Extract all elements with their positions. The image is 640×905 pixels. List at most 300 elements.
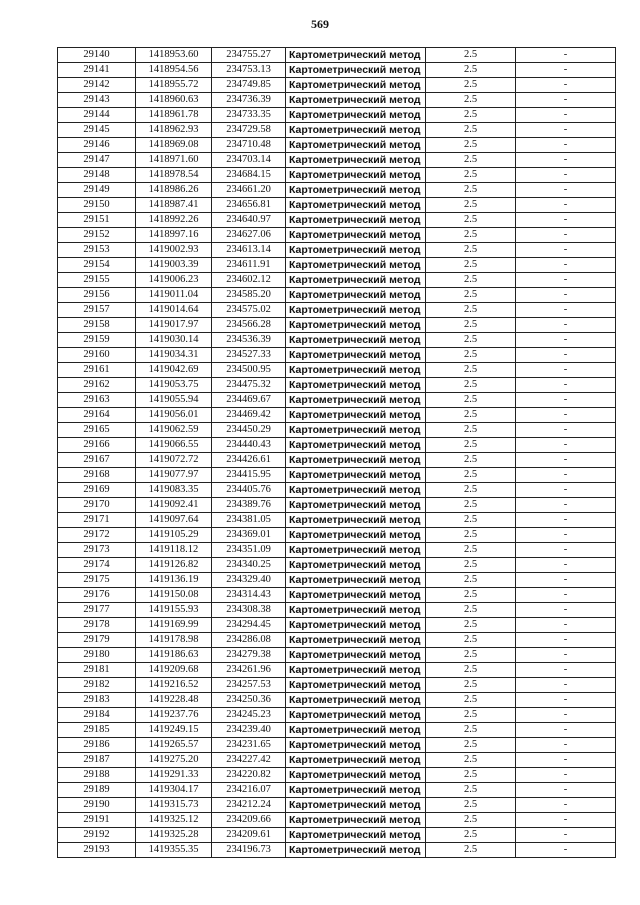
x-coordinate-cell: 1418961.78 (136, 108, 212, 123)
method-cell: Картометрический метод (286, 588, 426, 603)
accuracy-cell: 2.5 (426, 333, 516, 348)
method-cell: Картометрический метод (286, 288, 426, 303)
accuracy-cell: 2.5 (426, 138, 516, 153)
x-coordinate-cell: 1418955.72 (136, 78, 212, 93)
table-row (58, 723, 616, 738)
x-coordinate-cell: 1419237.76 (136, 708, 212, 723)
x-coordinate-cell: 1419355.35 (136, 843, 212, 858)
accuracy-cell: 2.5 (426, 228, 516, 243)
point-number-cell: 29179 (58, 633, 136, 648)
note-cell: - (516, 288, 616, 303)
x-coordinate-cell: 1419150.08 (136, 588, 212, 603)
table-row (58, 303, 616, 318)
point-number-cell: 29161 (58, 363, 136, 378)
point-number-cell: 29154 (58, 258, 136, 273)
method-cell: Картометрический метод (286, 303, 426, 318)
accuracy-cell: 2.5 (426, 273, 516, 288)
y-coordinate-cell: 234469.67 (212, 393, 286, 408)
point-number-cell: 29159 (58, 333, 136, 348)
x-coordinate-cell: 1418971.60 (136, 153, 212, 168)
note-cell: - (516, 453, 616, 468)
point-number-cell: 29174 (58, 558, 136, 573)
y-coordinate-cell: 234640.97 (212, 213, 286, 228)
accuracy-cell: 2.5 (426, 753, 516, 768)
y-coordinate-cell: 234340.25 (212, 558, 286, 573)
x-coordinate-cell: 1419155.93 (136, 603, 212, 618)
table-row (58, 693, 616, 708)
note-cell: - (516, 153, 616, 168)
accuracy-cell: 2.5 (426, 618, 516, 633)
accuracy-cell: 2.5 (426, 513, 516, 528)
note-cell: - (516, 258, 616, 273)
y-coordinate-cell: 234294.45 (212, 618, 286, 633)
point-number-cell: 29147 (58, 153, 136, 168)
note-cell: - (516, 528, 616, 543)
x-coordinate-cell: 1419275.20 (136, 753, 212, 768)
x-coordinate-cell: 1418962.93 (136, 123, 212, 138)
point-number-cell: 29165 (58, 423, 136, 438)
y-coordinate-cell: 234585.20 (212, 288, 286, 303)
table-row (58, 438, 616, 453)
note-cell: - (516, 48, 616, 63)
method-cell: Картометрический метод (286, 318, 426, 333)
note-cell: - (516, 723, 616, 738)
y-coordinate-cell: 234286.08 (212, 633, 286, 648)
accuracy-cell: 2.5 (426, 378, 516, 393)
accuracy-cell: 2.5 (426, 48, 516, 63)
note-cell: - (516, 558, 616, 573)
note-cell: - (516, 768, 616, 783)
accuracy-cell: 2.5 (426, 198, 516, 213)
method-cell: Картометрический метод (286, 798, 426, 813)
accuracy-cell: 2.5 (426, 243, 516, 258)
accuracy-cell: 2.5 (426, 483, 516, 498)
accuracy-cell: 2.5 (426, 183, 516, 198)
x-coordinate-cell: 1418978.54 (136, 168, 212, 183)
table-row (58, 633, 616, 648)
method-cell: Картометрический метод (286, 843, 426, 858)
accuracy-cell: 2.5 (426, 588, 516, 603)
table-row (58, 783, 616, 798)
point-number-cell: 29155 (58, 273, 136, 288)
x-coordinate-cell: 1419118.12 (136, 543, 212, 558)
point-number-cell: 29151 (58, 213, 136, 228)
method-cell: Картометрический метод (286, 108, 426, 123)
accuracy-cell: 2.5 (426, 678, 516, 693)
point-number-cell: 29141 (58, 63, 136, 78)
x-coordinate-cell: 1419006.23 (136, 273, 212, 288)
x-coordinate-cell: 1418987.41 (136, 198, 212, 213)
y-coordinate-cell: 234329.40 (212, 573, 286, 588)
table-row (58, 168, 616, 183)
table-row (58, 93, 616, 108)
method-cell: Картометрический метод (286, 138, 426, 153)
table-row (58, 603, 616, 618)
note-cell: - (516, 378, 616, 393)
method-cell: Картометрический метод (286, 408, 426, 423)
table-row (58, 618, 616, 633)
x-coordinate-cell: 1419097.64 (136, 513, 212, 528)
note-cell: - (516, 543, 616, 558)
point-number-cell: 29175 (58, 573, 136, 588)
method-cell: Картометрический метод (286, 93, 426, 108)
y-coordinate-cell: 234239.40 (212, 723, 286, 738)
table-row (58, 558, 616, 573)
table-row (58, 63, 616, 78)
y-coordinate-cell: 234755.27 (212, 48, 286, 63)
note-cell: - (516, 333, 616, 348)
point-number-cell: 29180 (58, 648, 136, 663)
accuracy-cell: 2.5 (426, 813, 516, 828)
x-coordinate-cell: 1419053.75 (136, 378, 212, 393)
point-number-cell: 29168 (58, 468, 136, 483)
y-coordinate-cell: 234575.02 (212, 303, 286, 318)
point-number-cell: 29170 (58, 498, 136, 513)
y-coordinate-cell: 234475.32 (212, 378, 286, 393)
note-cell: - (516, 318, 616, 333)
x-coordinate-cell: 1419017.97 (136, 318, 212, 333)
table-row (58, 258, 616, 273)
note-cell: - (516, 633, 616, 648)
method-cell: Картометрический метод (286, 423, 426, 438)
method-cell: Картометрический метод (286, 48, 426, 63)
note-cell: - (516, 813, 616, 828)
note-cell: - (516, 108, 616, 123)
accuracy-cell: 2.5 (426, 468, 516, 483)
y-coordinate-cell: 234500.95 (212, 363, 286, 378)
x-coordinate-cell: 1419014.64 (136, 303, 212, 318)
method-cell: Картометрический метод (286, 633, 426, 648)
note-cell: - (516, 348, 616, 363)
accuracy-cell: 2.5 (426, 348, 516, 363)
accuracy-cell: 2.5 (426, 558, 516, 573)
method-cell: Картометрический метод (286, 708, 426, 723)
y-coordinate-cell: 234196.73 (212, 843, 286, 858)
accuracy-cell: 2.5 (426, 78, 516, 93)
point-number-cell: 29192 (58, 828, 136, 843)
note-cell: - (516, 93, 616, 108)
table-row (58, 153, 616, 168)
note-cell: - (516, 618, 616, 633)
y-coordinate-cell: 234415.95 (212, 468, 286, 483)
y-coordinate-cell: 234245.23 (212, 708, 286, 723)
point-number-cell: 29142 (58, 78, 136, 93)
y-coordinate-cell: 234308.38 (212, 603, 286, 618)
point-number-cell: 29177 (58, 603, 136, 618)
point-number-cell: 29143 (58, 93, 136, 108)
method-cell: Картометрический метод (286, 393, 426, 408)
method-cell: Картометрический метод (286, 573, 426, 588)
table-row (58, 123, 616, 138)
table-row (58, 363, 616, 378)
x-coordinate-cell: 1419077.97 (136, 468, 212, 483)
point-number-cell: 29145 (58, 123, 136, 138)
table-row (58, 798, 616, 813)
point-number-cell: 29162 (58, 378, 136, 393)
method-cell: Картометрический метод (286, 783, 426, 798)
table-row (58, 588, 616, 603)
y-coordinate-cell: 234627.06 (212, 228, 286, 243)
note-cell: - (516, 183, 616, 198)
table-row (58, 408, 616, 423)
method-cell: Картометрический метод (286, 153, 426, 168)
note-cell: - (516, 483, 616, 498)
note-cell: - (516, 243, 616, 258)
x-coordinate-cell: 1419325.28 (136, 828, 212, 843)
y-coordinate-cell: 234250.36 (212, 693, 286, 708)
point-number-cell: 29189 (58, 783, 136, 798)
y-coordinate-cell: 234209.66 (212, 813, 286, 828)
method-cell: Картометрический метод (286, 648, 426, 663)
accuracy-cell: 2.5 (426, 693, 516, 708)
accuracy-cell: 2.5 (426, 648, 516, 663)
table-row (58, 108, 616, 123)
y-coordinate-cell: 234279.38 (212, 648, 286, 663)
accuracy-cell: 2.5 (426, 453, 516, 468)
note-cell: - (516, 828, 616, 843)
method-cell: Картометрический метод (286, 483, 426, 498)
y-coordinate-cell: 234566.28 (212, 318, 286, 333)
point-number-cell: 29187 (58, 753, 136, 768)
method-cell: Картометрический метод (286, 723, 426, 738)
table-row (58, 138, 616, 153)
point-number-cell: 29169 (58, 483, 136, 498)
table-row (58, 453, 616, 468)
x-coordinate-cell: 1418986.26 (136, 183, 212, 198)
accuracy-cell: 2.5 (426, 258, 516, 273)
x-coordinate-cell: 1418992.26 (136, 213, 212, 228)
point-number-cell: 29184 (58, 708, 136, 723)
method-cell: Картометрический метод (286, 78, 426, 93)
point-number-cell: 29160 (58, 348, 136, 363)
table-row (58, 513, 616, 528)
y-coordinate-cell: 234440.43 (212, 438, 286, 453)
point-number-cell: 29182 (58, 678, 136, 693)
y-coordinate-cell: 234220.82 (212, 768, 286, 783)
accuracy-cell: 2.5 (426, 318, 516, 333)
point-number-cell: 29158 (58, 318, 136, 333)
note-cell: - (516, 423, 616, 438)
table-row (58, 678, 616, 693)
point-number-cell: 29164 (58, 408, 136, 423)
point-number-cell: 29185 (58, 723, 136, 738)
note-cell: - (516, 198, 616, 213)
method-cell: Картометрический метод (286, 228, 426, 243)
table-row (58, 378, 616, 393)
note-cell: - (516, 663, 616, 678)
method-cell: Картометрический метод (286, 273, 426, 288)
accuracy-cell: 2.5 (426, 543, 516, 558)
page-number: 569 (311, 17, 329, 31)
table-row (58, 483, 616, 498)
y-coordinate-cell: 234656.81 (212, 198, 286, 213)
point-number-cell: 29191 (58, 813, 136, 828)
note-cell: - (516, 438, 616, 453)
y-coordinate-cell: 234227.42 (212, 753, 286, 768)
x-coordinate-cell: 1419042.69 (136, 363, 212, 378)
coordinates-table-body (58, 48, 616, 858)
method-cell: Картометрический метод (286, 63, 426, 78)
x-coordinate-cell: 1419105.29 (136, 528, 212, 543)
y-coordinate-cell: 234212.24 (212, 798, 286, 813)
method-cell: Картометрический метод (286, 363, 426, 378)
accuracy-cell: 2.5 (426, 153, 516, 168)
x-coordinate-cell: 1419249.15 (136, 723, 212, 738)
y-coordinate-cell: 234611.91 (212, 258, 286, 273)
table-row (58, 813, 616, 828)
point-number-cell: 29183 (58, 693, 136, 708)
x-coordinate-cell: 1419030.14 (136, 333, 212, 348)
table-row (58, 738, 616, 753)
method-cell: Картометрический метод (286, 678, 426, 693)
note-cell: - (516, 228, 616, 243)
accuracy-cell: 2.5 (426, 573, 516, 588)
x-coordinate-cell: 1418997.16 (136, 228, 212, 243)
note-cell: - (516, 408, 616, 423)
table-row (58, 228, 616, 243)
accuracy-cell: 2.5 (426, 303, 516, 318)
coordinates-table (57, 47, 616, 858)
point-number-cell: 29156 (58, 288, 136, 303)
point-number-cell: 29140 (58, 48, 136, 63)
point-number-cell: 29190 (58, 798, 136, 813)
accuracy-cell: 2.5 (426, 213, 516, 228)
y-coordinate-cell: 234216.07 (212, 783, 286, 798)
accuracy-cell: 2.5 (426, 63, 516, 78)
accuracy-cell: 2.5 (426, 798, 516, 813)
table-row (58, 198, 616, 213)
method-cell: Картометрический метод (286, 438, 426, 453)
table-row (58, 243, 616, 258)
note-cell: - (516, 363, 616, 378)
x-coordinate-cell: 1419083.35 (136, 483, 212, 498)
accuracy-cell: 2.5 (426, 393, 516, 408)
table-row (58, 753, 616, 768)
table-row (58, 213, 616, 228)
note-cell: - (516, 798, 616, 813)
y-coordinate-cell: 234536.39 (212, 333, 286, 348)
x-coordinate-cell: 1418969.08 (136, 138, 212, 153)
y-coordinate-cell: 234753.13 (212, 63, 286, 78)
x-coordinate-cell: 1419169.99 (136, 618, 212, 633)
x-coordinate-cell: 1419066.55 (136, 438, 212, 453)
note-cell: - (516, 168, 616, 183)
point-number-cell: 29149 (58, 183, 136, 198)
x-coordinate-cell: 1419002.93 (136, 243, 212, 258)
point-number-cell: 29150 (58, 198, 136, 213)
accuracy-cell: 2.5 (426, 603, 516, 618)
y-coordinate-cell: 234733.35 (212, 108, 286, 123)
note-cell: - (516, 573, 616, 588)
point-number-cell: 29146 (58, 138, 136, 153)
method-cell: Картометрический метод (286, 693, 426, 708)
accuracy-cell: 2.5 (426, 738, 516, 753)
table-row (58, 573, 616, 588)
y-coordinate-cell: 234749.85 (212, 78, 286, 93)
note-cell: - (516, 273, 616, 288)
note-cell: - (516, 213, 616, 228)
method-cell: Картометрический метод (286, 348, 426, 363)
x-coordinate-cell: 1419178.98 (136, 633, 212, 648)
y-coordinate-cell: 234661.20 (212, 183, 286, 198)
x-coordinate-cell: 1418960.63 (136, 93, 212, 108)
method-cell: Картометрический метод (286, 453, 426, 468)
method-cell: Картометрический метод (286, 663, 426, 678)
accuracy-cell: 2.5 (426, 288, 516, 303)
note-cell: - (516, 123, 616, 138)
accuracy-cell: 2.5 (426, 498, 516, 513)
point-number-cell: 29152 (58, 228, 136, 243)
table-row (58, 333, 616, 348)
method-cell: Картометрический метод (286, 738, 426, 753)
method-cell: Картометрический метод (286, 528, 426, 543)
point-number-cell: 29163 (58, 393, 136, 408)
note-cell: - (516, 693, 616, 708)
note-cell: - (516, 588, 616, 603)
point-number-cell: 29193 (58, 843, 136, 858)
table-row (58, 663, 616, 678)
method-cell: Картометрический метод (286, 753, 426, 768)
table-row (58, 183, 616, 198)
note-cell: - (516, 843, 616, 858)
accuracy-cell: 2.5 (426, 528, 516, 543)
accuracy-cell: 2.5 (426, 708, 516, 723)
y-coordinate-cell: 234231.65 (212, 738, 286, 753)
point-number-cell: 29188 (58, 768, 136, 783)
method-cell: Картометрический метод (286, 543, 426, 558)
y-coordinate-cell: 234351.09 (212, 543, 286, 558)
x-coordinate-cell: 1419011.04 (136, 288, 212, 303)
accuracy-cell: 2.5 (426, 783, 516, 798)
x-coordinate-cell: 1419228.48 (136, 693, 212, 708)
x-coordinate-cell: 1419062.59 (136, 423, 212, 438)
method-cell: Картометрический метод (286, 768, 426, 783)
note-cell: - (516, 303, 616, 318)
accuracy-cell: 2.5 (426, 423, 516, 438)
y-coordinate-cell: 234469.42 (212, 408, 286, 423)
table-row (58, 288, 616, 303)
point-number-cell: 29157 (58, 303, 136, 318)
note-cell: - (516, 78, 616, 93)
note-cell: - (516, 783, 616, 798)
x-coordinate-cell: 1419186.63 (136, 648, 212, 663)
method-cell: Картометрический метод (286, 213, 426, 228)
x-coordinate-cell: 1419216.52 (136, 678, 212, 693)
table-row (58, 393, 616, 408)
accuracy-cell: 2.5 (426, 438, 516, 453)
x-coordinate-cell: 1419136.19 (136, 573, 212, 588)
note-cell: - (516, 753, 616, 768)
point-number-cell: 29144 (58, 108, 136, 123)
x-coordinate-cell: 1419304.17 (136, 783, 212, 798)
table-row (58, 828, 616, 843)
y-coordinate-cell: 234684.15 (212, 168, 286, 183)
point-number-cell: 29181 (58, 663, 136, 678)
method-cell: Картометрический метод (286, 828, 426, 843)
y-coordinate-cell: 234703.14 (212, 153, 286, 168)
y-coordinate-cell: 234257.53 (212, 678, 286, 693)
note-cell: - (516, 648, 616, 663)
x-coordinate-cell: 1419325.12 (136, 813, 212, 828)
table-row (58, 273, 616, 288)
accuracy-cell: 2.5 (426, 768, 516, 783)
x-coordinate-cell: 1419265.57 (136, 738, 212, 753)
note-cell: - (516, 498, 616, 513)
table-row (58, 78, 616, 93)
note-cell: - (516, 603, 616, 618)
note-cell: - (516, 678, 616, 693)
note-cell: - (516, 708, 616, 723)
